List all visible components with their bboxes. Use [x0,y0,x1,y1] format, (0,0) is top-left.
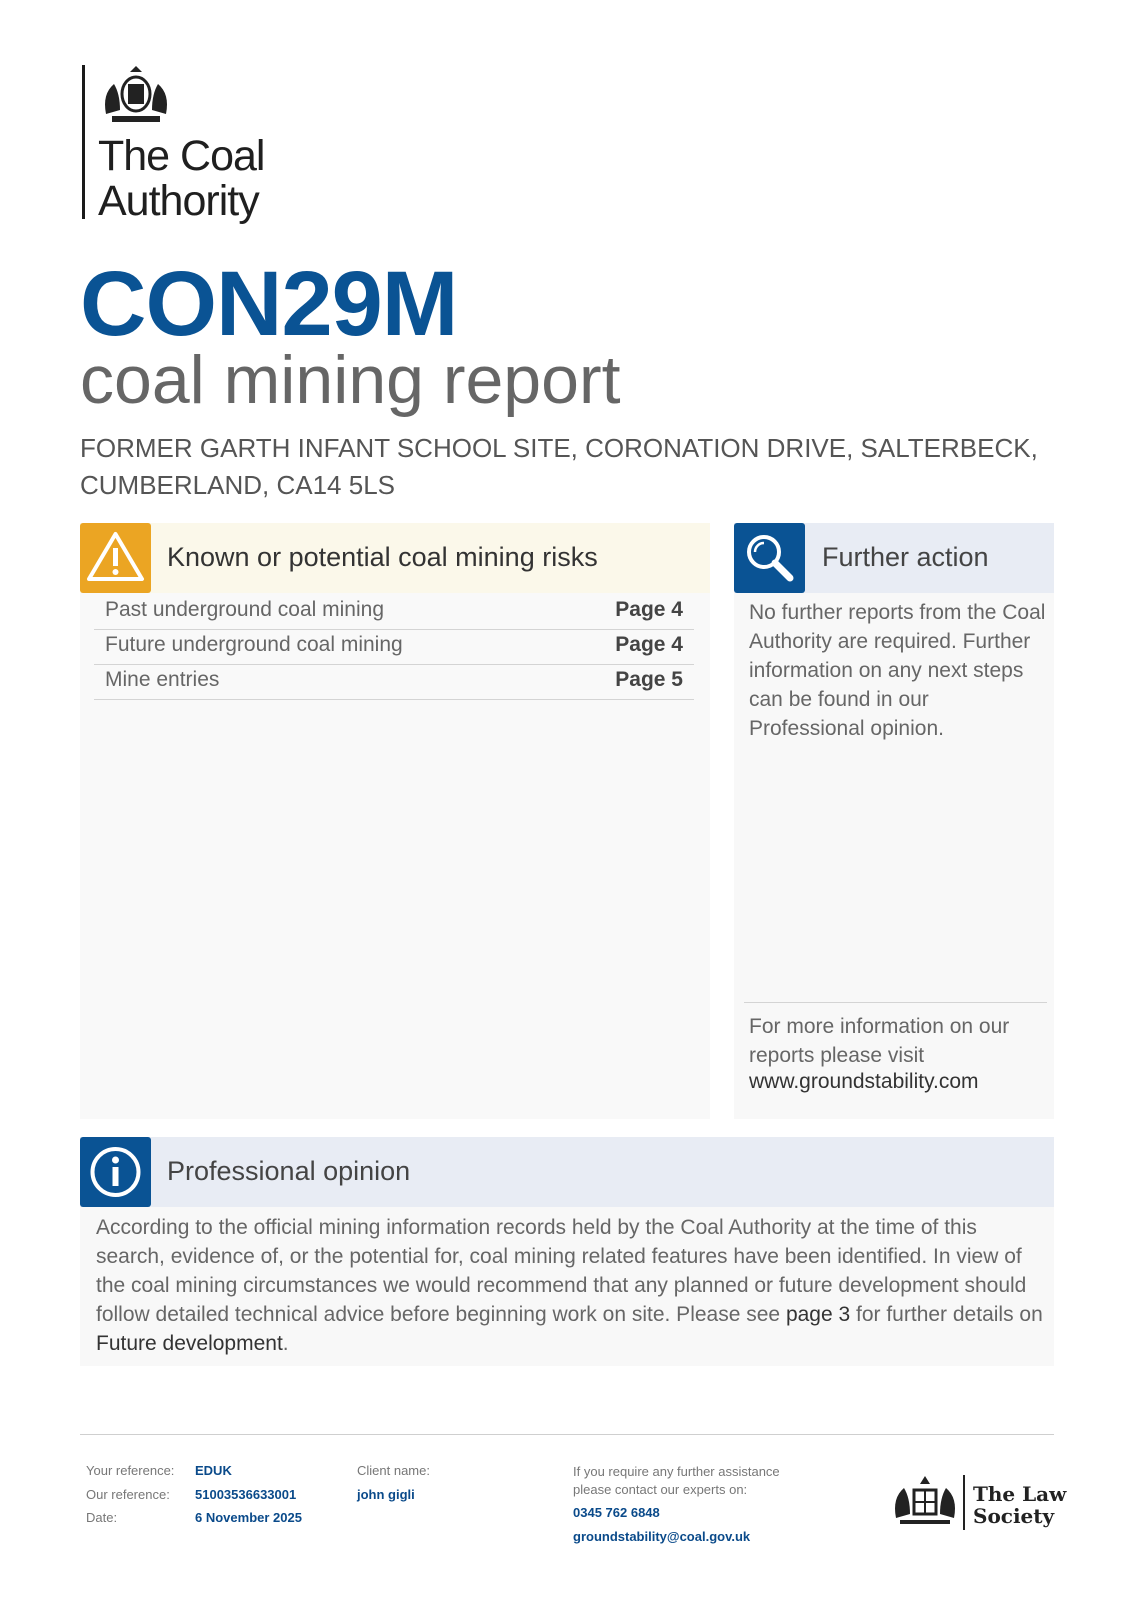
date-label: Date: [86,1510,118,1525]
opinion-text-part: for further details on [850,1303,1043,1326]
opinion-text [96,1213,1046,1358]
date-value: 6 November 2025 [195,1510,302,1525]
info-icon [80,1137,151,1207]
report-subtitle: coal mining report [80,342,621,418]
risk-label: Past underground coal mining [105,598,385,621]
groundstability-link[interactable]: www.groundstability.com [749,1070,979,1093]
risk-row [94,596,694,630]
report-code: CON29M [80,253,458,355]
email-link[interactable]: groundstability@coal.gov.uk [573,1529,751,1544]
phone-link[interactable]: 0345 762 6848 [573,1505,660,1520]
property-address: FORMER GARTH INFANT SCHOOL SITE, CORONATION DRIVE, SALTERBECK, CUMBERLAND, CA14 5LS [80,433,1038,500]
future-development-link[interactable]: Future development [96,1332,283,1355]
law-society-name: The Law Society [973,1482,1067,1528]
further-action-title: Further action [822,542,989,572]
law-society-divider [963,1475,965,1530]
risk-page-link[interactable]: Page 5 [615,668,683,691]
risk-label: Mine entries [105,668,220,691]
your-reference-label: Your reference: [86,1463,175,1478]
footer-divider [80,1434,1054,1435]
warning-triangle-icon [80,523,151,593]
magnifier-icon [734,523,805,593]
risk-label: Future underground coal mining [105,633,403,656]
more-info-text: For more information on our reports please visit [749,1015,1010,1067]
risks-icon-box [80,523,151,593]
opinion-title: Professional opinion [167,1156,411,1186]
opinion-text-part: . [282,1332,289,1355]
assistance-text: If you require any further assistance please contact our experts on: [573,1464,780,1497]
organisation-name: The Coal Authority [98,132,265,225]
risk-row [94,631,694,665]
logo-divider [82,65,85,219]
client-name-label: Client name: [357,1463,430,1478]
risk-page-link[interactable]: Page 4 [615,633,683,656]
risk-row [94,666,694,700]
our-reference-label: Our reference: [86,1487,170,1502]
risk-page-link[interactable]: Page 4 [615,598,683,621]
law-society-crest-icon [890,1474,960,1526]
further-action-icon-box [734,523,805,593]
our-reference-value: 51003536633001 [195,1487,297,1502]
your-reference-value: EDUK [195,1463,232,1478]
royal-crest-icon [98,64,174,126]
risks-title: Known or potential coal mining risks [167,542,598,572]
further-action-text: No further reports from the Coal Authority are required. Further information on any next steps can be found in our Professional opinion. [749,601,1046,740]
opinion-icon-box [80,1137,151,1207]
opinion-text-part: According to the official mining information records held by the Coal Authority at the time of this search, evidence of, or the potential for, coal mining related features have been identified. In view of the coal mining circumstances we would recommend that any planned or future development should follow detailed technical advice before beginning work on site. Please see [96,1216,1027,1326]
client-name-value: john gigli [357,1487,415,1502]
further-action-divider [744,1002,1047,1003]
page-3-link[interactable]: page 3 [785,1303,851,1326]
